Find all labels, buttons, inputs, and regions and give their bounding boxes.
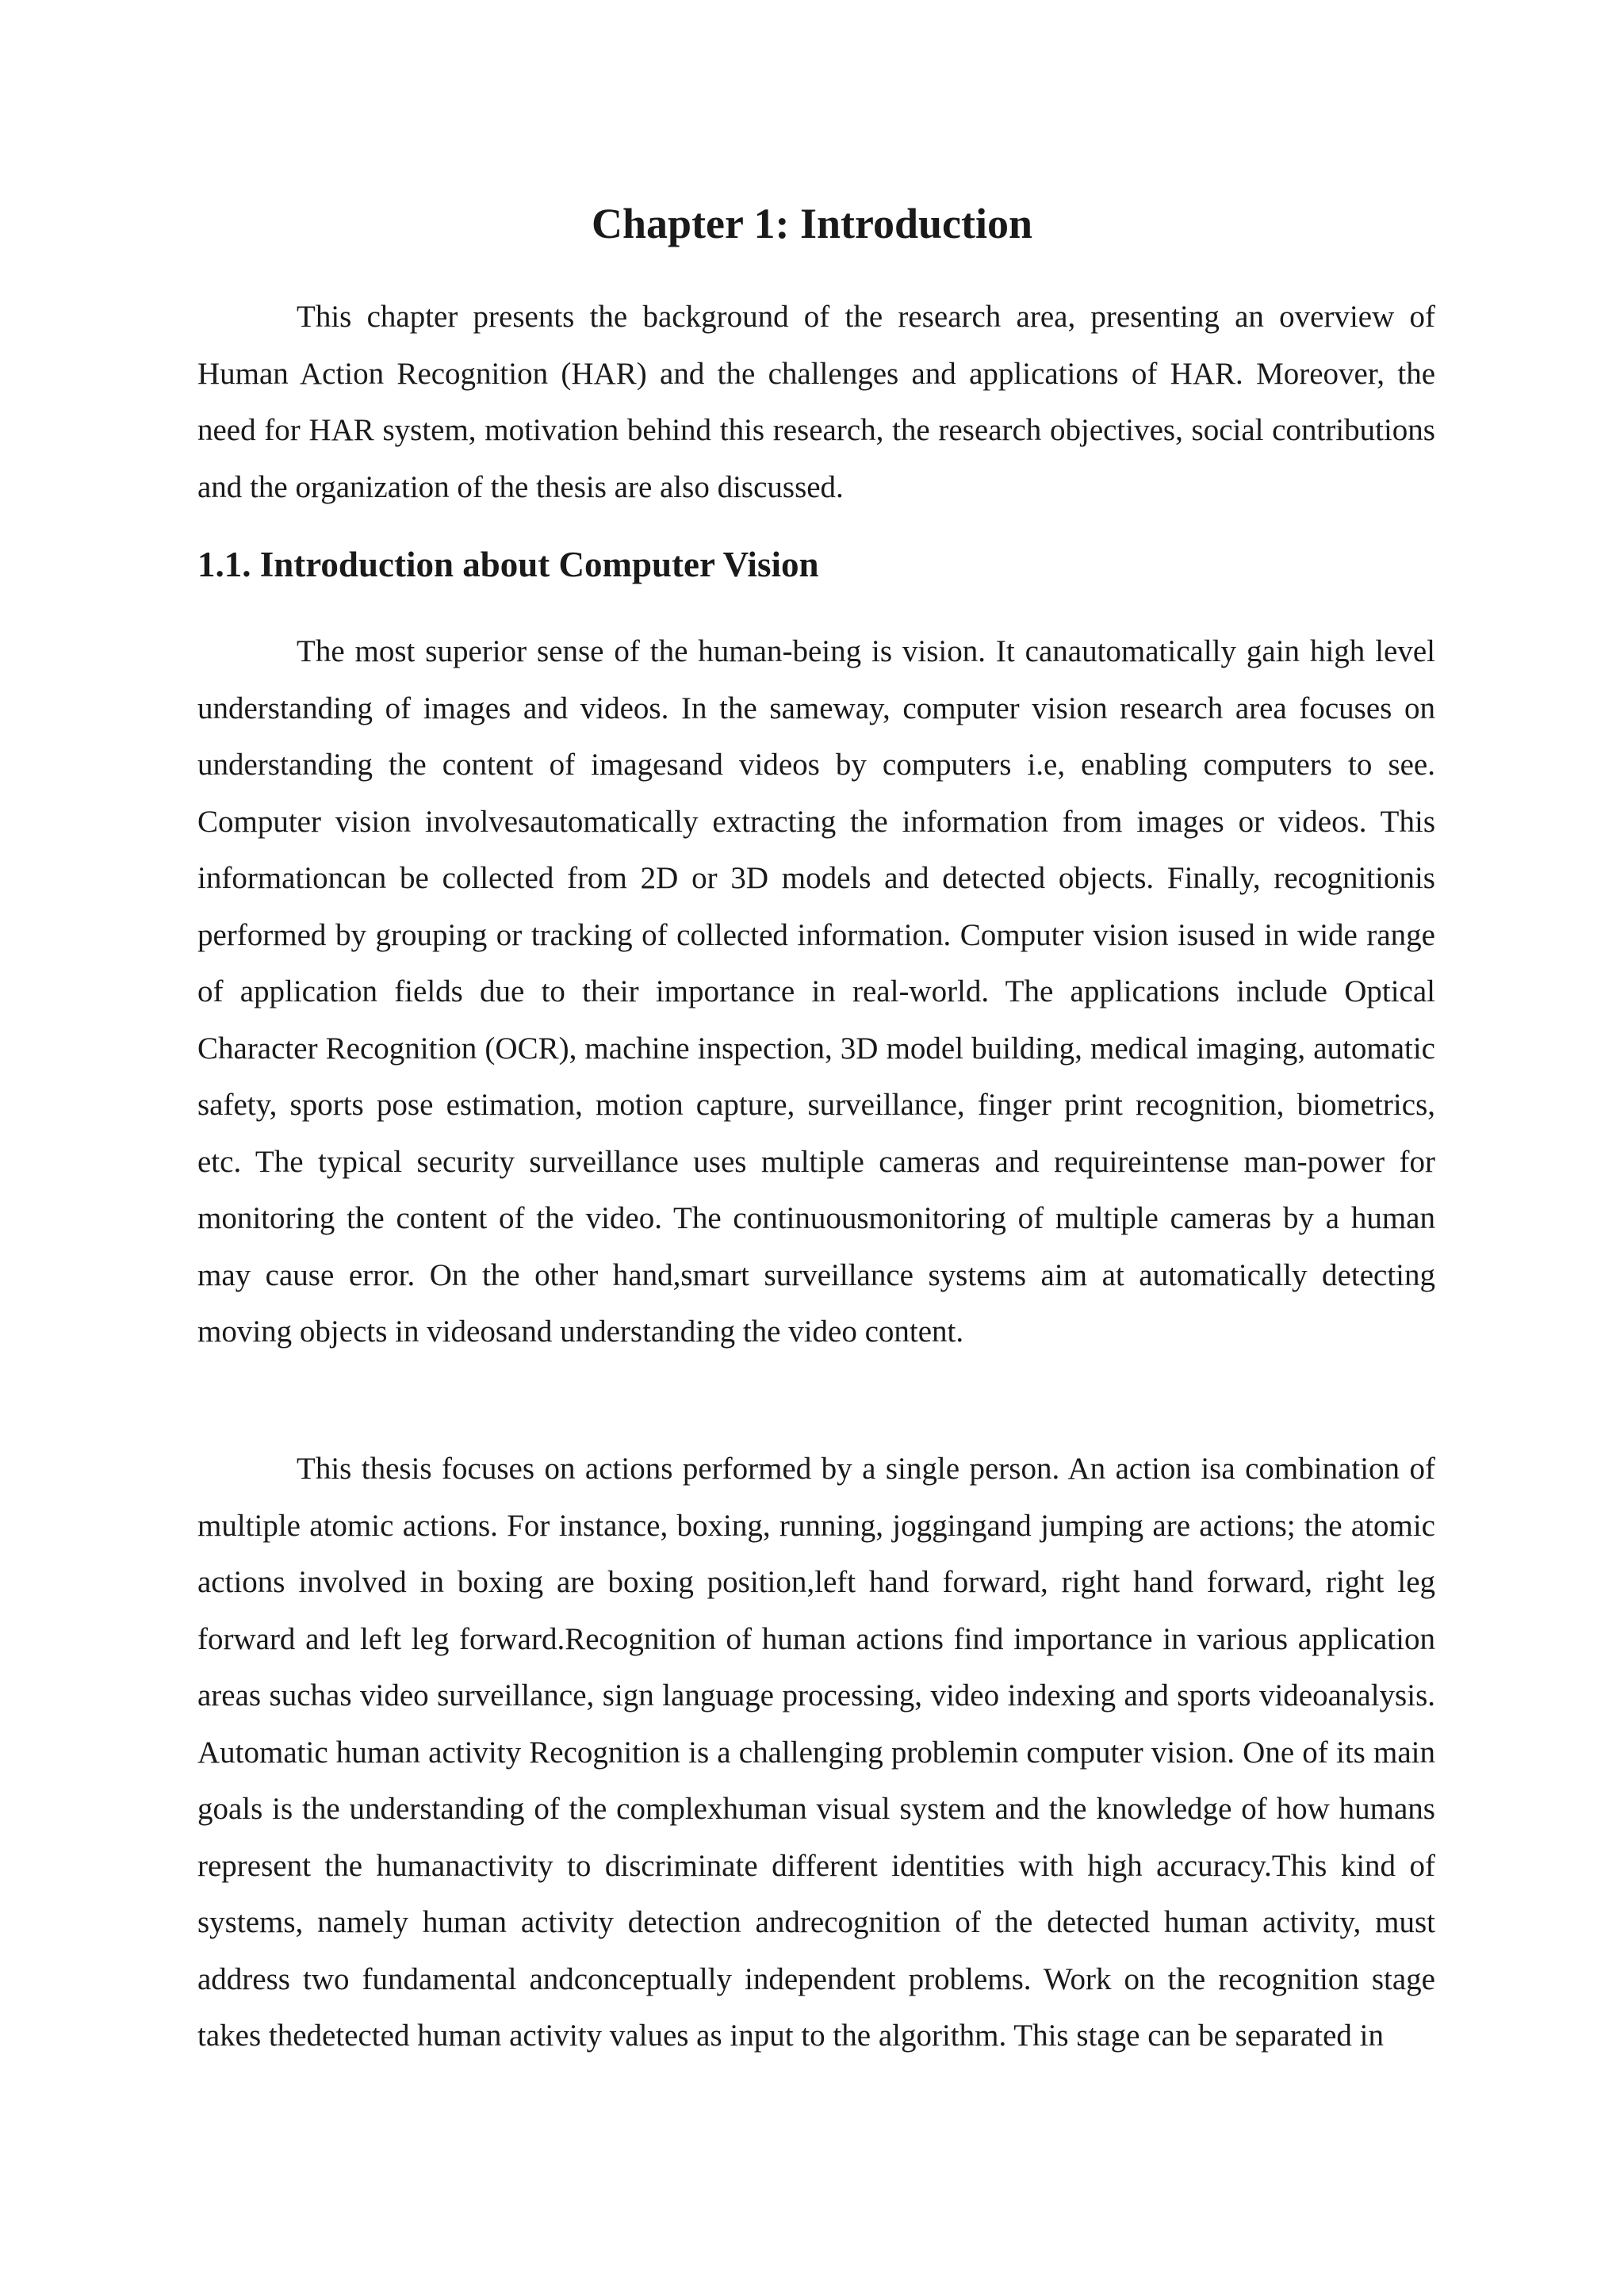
chapter-title: Chapter 1: Introduction (591, 200, 1033, 247)
intro-paragraph: This chapter presents the background of the research area, presenting an overview of Human Action Recognition (HAR) and the challenges and applications of HAR. Moreover, the need for HAR system, motivation behind this research, the research objectives, social contributions and the organization of the thesis are also discussed. (197, 300, 1435, 504)
section-heading: 1.1. Introduction about Computer Vision (197, 545, 819, 584)
har-paragraph: This thesis focuses on actions performed by a single person. An action isa combination of multiple atomic actions. For instance, boxing, running, joggingand jumping are actions; the atomic actions involved in boxing are boxing position,left hand forward, right hand forward, right leg forward and left leg forward.Recognition of human actions find importance in various application areas suchas video surveillance, sign language processing, video indexing and sports videoanalysis. Automatic human activity Recognition is a challenging problemin computer vision. One of its main goals is the understanding of the complexhuman visual system and the knowledge of how humans represent the humanactivity to discriminate different identities with high accuracy.This kind of systems, namely human activity detection andrecognition of the detected human activity, must address two fundamental andconceptually independent problems. Work on the recognition stage takes thedetected human activity values as input to the algorithm. This stage can be separated in (197, 1452, 1435, 2053)
computer-vision-paragraph: The most superior sense of the human-being is vision. It canautomatically gain high level understanding of images and videos. In the sameway, computer vision research area focuses on understanding the content of imagesand videos by computers i.e, enabling computers to see. Computer vision involvesautomatically extracting the information from images or videos. This informationcan be collected from 2D or 3D models and detected objects. Finally, recognitionis performed by grouping or tracking of collected information. Computer vision isused in wide range of application fields due to their importance in real-world. The applications include Optical Character Recognition (OCR), machine inspection, 3D model building, medical imaging, automatic safety, sports pose estimation, motion capture, surveillance, finger print recognition, biometrics, etc. The typical security surveillance uses multiple cameras and requireintense man-power for monitoring the content of the video. The continuousmonitoring of multiple cameras by a human may cause error. On the other hand,smart surveillance systems aim at automatically detecting moving objects in videosand understanding the video content. (197, 634, 1435, 1349)
